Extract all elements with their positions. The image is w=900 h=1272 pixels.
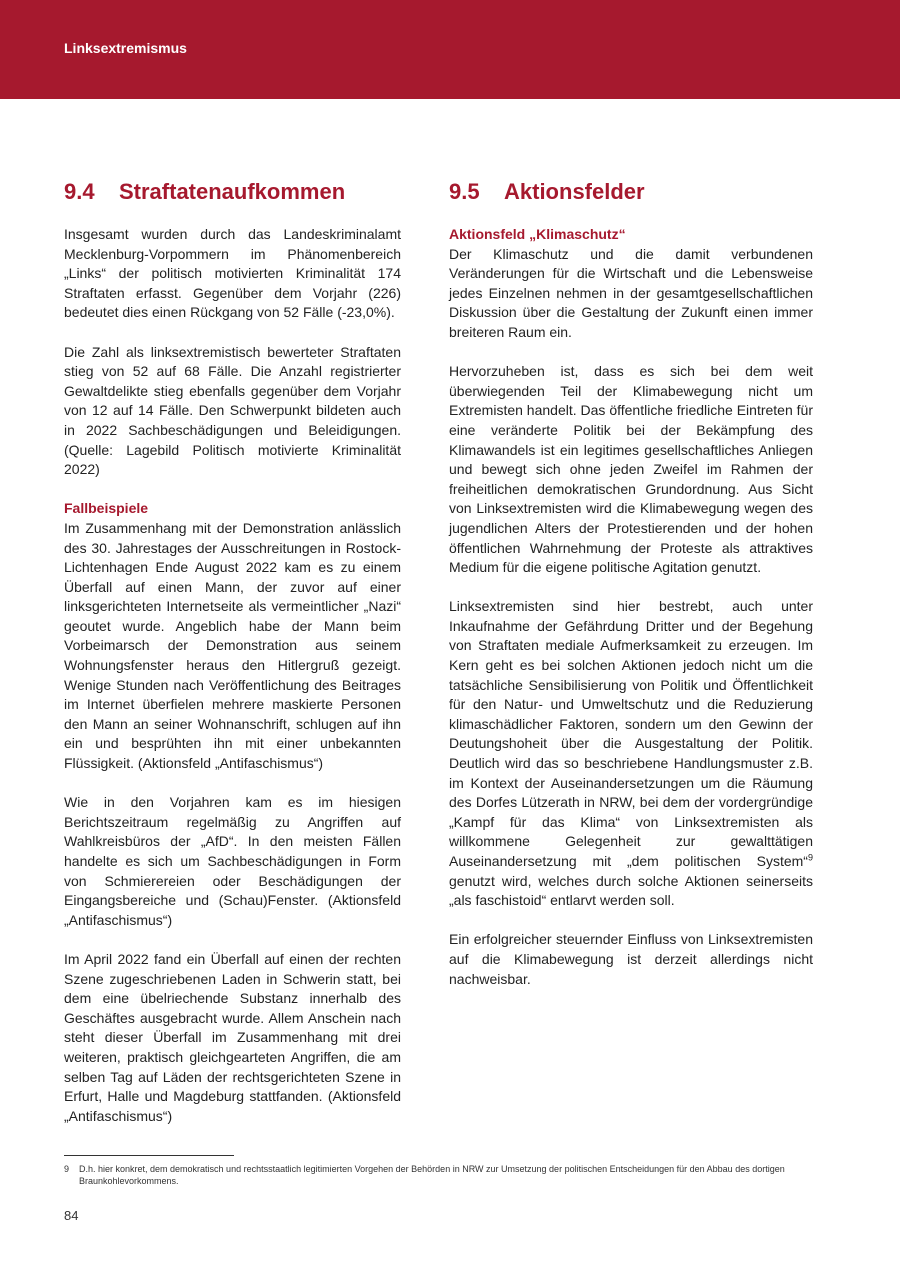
right-column xyxy=(449,175,813,1009)
footnote-divider xyxy=(64,1155,234,1156)
subheading-klimaschutz: Aktionsfeld „Klimaschutz“ xyxy=(449,226,626,242)
paragraph: Im April 2022 fand ein Überfall auf einen der rechten Szene zugeschriebenen Laden in Schwerin statt, bei dem eine übelriechende Substanz innerhalb des Geschäftes ausgebracht wurde. Allem Anschein nach steht dieser Überfall im Zusammenhang mit drei weiteren, praktisch gleichgearteten Angriffen, die am selben Tag auf Läden der rechtsgerichteten Szene in Erfurt, Halle und Magdeburg stattfanden. (Aktionsfeld „Antifaschismus“) xyxy=(64,950,401,1124)
section-heading-aktionsfelder xyxy=(449,175,813,209)
section-number: 9.4 xyxy=(64,179,95,204)
header-band xyxy=(0,0,900,99)
paragraph: Ein erfolgreicher steuernder Einfluss von Linksextremisten auf die Klimabewegung ist derzeit allerdings nicht nachweisbar. xyxy=(449,931,813,987)
left-column xyxy=(64,175,401,1146)
paragraph: Hervorzuheben ist, dass es sich bei dem weit überwiegenden Teil der Klimabewegung nicht um Extremisten handelt. Das öffentliche friedliche Eintreten für eine veränderte Politik bei der Bekämpfung des Klimawandels ist ein legitimes gesellschaftliches Anliegen und bewegt sich ohne jeden Zweifel im Rahmen der freiheitlichen demokratischen Grundordnung. Aus Sicht von Linksextremisten wird die Klimabewegung wegen des jugendlichen Alters der Protestierenden und der hohen öffentlichen Wahrnehmung der Proteste als attraktives Medium für die eigene politische Agitation genutzt. xyxy=(449,363,813,576)
subheading-fallbeispiele: Fallbeispiele xyxy=(64,500,149,517)
page-number: 84 xyxy=(64,1208,79,1223)
section-title: Straftatenaufkommen xyxy=(119,179,346,204)
running-header-title: Linksextremismus xyxy=(64,40,187,56)
paragraph-text: Linksextremisten sind hier bestrebt, auch unter Inkaufnahme der Gefährdung Dritter und der Begehung von Straftaten mediale Aufmerksamkeit zu erzeugen. Im Kern geht es bei solchen Aktionen jedoch nicht um die tatsächliche Sensibilisierung von Politik und Öffentlichkeit für den Natur- und Umweltschutz und die Reduzierung klimaschädlicher Faktoren, sondern um den Gewinn der Deutungshoheit über die Ausgestaltung der Politik. Deutlich wird das so beschriebene Handlungsmuster z.B. im Kontext der Auseinandersetzungen um die Räumung des Dorfes Lützerath in NRW, bei dem der vordergründige „Kampf für das Klima“ von Linksextremisten als willkommene Gelegenheit zur gewalttätigen Auseinandersetzung mit „dem politischen System“ xyxy=(449,598,813,869)
section-number: 9.5 xyxy=(449,179,480,204)
footnote-text: D.h. hier konkret, dem demokratisch und rechtsstaatlich legitimierten Vorgehen der Behörden in NRW zur Umsetzung der politischen Entscheidungen für den Abbau des dortigen Braunkohlevorkommens. xyxy=(79,1164,785,1186)
footnote-number: 9 xyxy=(64,1164,70,1174)
paragraph: Der Klimaschutz und die damit verbundenen Veränderungen für die Wirtschaft und die Lebensweise jedes Einzelnen nehmen in der gesamtgesellschaftlichen Diskussion über die Gestaltung der Zukunft einen immer breiteren Raum ein. xyxy=(449,245,813,340)
section-title: Aktionsfelder xyxy=(504,179,645,204)
footnote-reference: 9 xyxy=(807,852,813,863)
paragraph: Die Zahl als linksextremistisch bewerteter Straftaten stieg von 52 auf 68 Fälle. Die Anzahl registrierter Gewaltdelikte stieg ebenfalls gegenüber dem Vorjahr von 12 auf 14 Fälle. Den Schwerpunkt bildeten auch in 2022 Sachbeschädigungen und Beleidigungen. (Quelle: Lagebild Politisch motivierte Kriminalität 2022) xyxy=(64,343,401,478)
footnote xyxy=(64,1163,824,1187)
paragraph: Im Zusammenhang mit der Demonstration anlässlich des 30. Jahrestages der Ausschreitungen in Rostock-Lichtenhagen Ende August 2022 kam es zu einem Überfall auf einen Mann, der zuvor auf einer linksgerichteten Internetseite als vermeintlicher „Nazi“ geoutet wurde. Angeblich habe der Mann beim Vorbeimarsch der Demonstration aus seinem Wohnungsfenster heraus den Hitlergruß gezeigt. Wenige Stunden nach Veröffentlichung des Beitrages im Internet überfielen mehrere maskierte Personen den Mann an seiner Wohnanschrift, schlugen auf ihn ein und besprühten ihn mit einer unbekannten Flüssigkeit. (Aktionsfeld „Antifaschismus“) xyxy=(64,519,401,772)
paragraph: Insgesamt wurden durch das Landeskriminalamt Mecklenburg-Vorpommern im Phänomenbereich „Links“ der politisch motivierten Kriminalität 174 Straftaten erfasst. Gegenüber dem Vorjahr (226) bedeutet dies einen Rückgang von 52 Fälle (-23,0%). xyxy=(64,226,401,321)
paragraph-text: genutzt wird, welches durch solche Aktionen seinerseits „als faschistoid“ entlarvt werden soll. xyxy=(449,872,813,909)
paragraph xyxy=(449,597,813,911)
paragraph: Wie in den Vorjahren kam es im hiesigen Berichtszeitraum regelmäßig zu Angriffen auf Wahlkreisbüros der „AfD“. In den meisten Fällen handelte es sich um Sachbeschädigungen in Form von Schmierereien oder Beschädigungen der Eingangsbereiche und (Schau)Fenster. (Aktionsfeld „Antifaschismus“) xyxy=(64,794,401,928)
section-heading-straftatenaufkommen xyxy=(64,175,401,209)
